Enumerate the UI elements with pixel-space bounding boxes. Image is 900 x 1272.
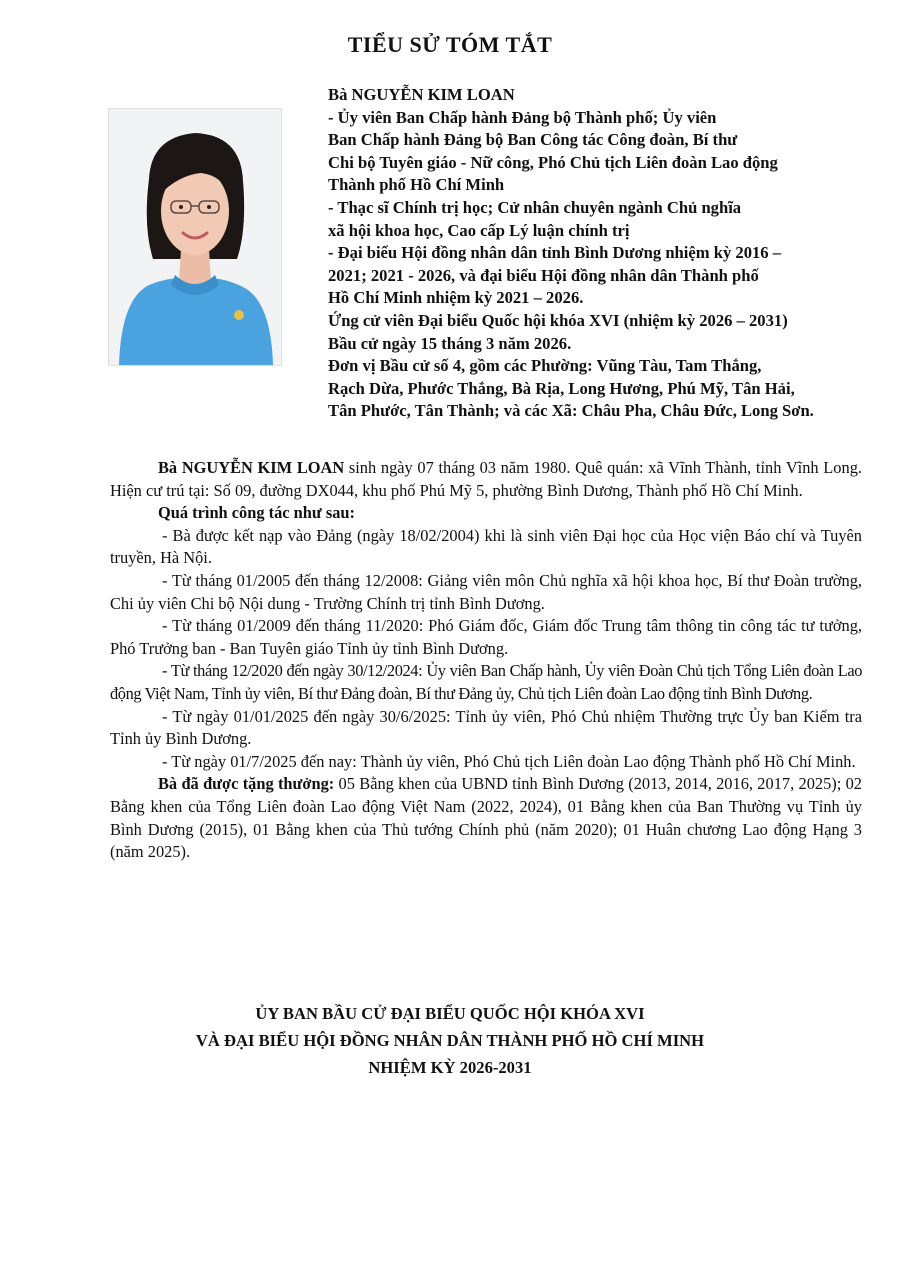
document-title: TIỂU SỬ TÓM TẮT bbox=[347, 32, 553, 57]
summary-line: - Ủy viên Ban Chấp hành Đảng bộ Thành phố; Ủy viên bbox=[328, 107, 717, 127]
portrait-photo bbox=[108, 108, 282, 366]
summary-block bbox=[328, 84, 858, 423]
work-item: - Từ ngày 01/01/2025 đến ngày 30/6/2025: Tỉnh ủy viên, Phó Chủ nhiệm Thường trực Ủy ban Kiểm tra Tỉnh ủy Bình Dương. bbox=[110, 706, 862, 749]
summary-line: Hồ Chí Minh nhiệm kỳ 2021 – 2026. bbox=[328, 288, 584, 308]
footer-line: ỦY BAN BẦU CỬ ĐẠI BIỂU QUỐC HỘI KHÓA XVI bbox=[255, 1004, 645, 1023]
intro-paragraph bbox=[110, 457, 862, 502]
biography-text bbox=[110, 457, 862, 864]
portrait-illustration bbox=[109, 109, 281, 365]
awards-heading: Bà đã được tặng thưởng: bbox=[158, 774, 335, 794]
summary-line: Ban Chấp hành Đảng bộ Ban Công tác Công đoàn, Bí thư bbox=[328, 130, 738, 150]
summary-line: Thành phố Hồ Chí Minh bbox=[328, 175, 505, 195]
awards-text: 05 Bằng khen của UBND tỉnh Bình Dương (2013, 2014, 2016, 2017, 2025); 02 Bằng khen của Tổng Liên đoàn Lao động Việt Nam (2022, 2024), 01 Bằng khen của Ban Thường vụ Tỉnh ủy Bình Dương (2015), 01 Bằng khen của Thủ tướng Chính phủ (năm 2020); 01 Huân chương Lao động Hạng 3 (năm 2025). bbox=[110, 774, 863, 862]
summary-line: Bầu cử ngày 15 tháng 3 năm 2026. bbox=[328, 333, 572, 353]
work-heading: Quá trình công tác như sau: bbox=[158, 503, 355, 523]
summary-line: - Thạc sĩ Chính trị học; Cử nhân chuyên ngành Chủ nghĩa bbox=[328, 197, 742, 217]
summary-line: Tân Phước, Tân Thành; và các Xã: Châu Pha, Châu Đức, Long Sơn. bbox=[328, 401, 814, 421]
summary-line: Đơn vị Bầu cử số 4, gồm các Phường: Vũng Tàu, Tam Thắng, bbox=[328, 356, 762, 376]
election-committee-footer bbox=[0, 1000, 900, 1081]
summary-line: xã hội khoa học, Cao cấp Lý luận chính trị bbox=[328, 220, 630, 240]
work-item: - Bà được kết nạp vào Đảng (ngày 18/02/2004) khi là sinh viên Đại học của Học viện Báo chí và Tuyên truyền, Hà Nội. bbox=[110, 525, 862, 568]
summary-line: - Đại biểu Hội đồng nhân dân tỉnh Bình Dương nhiệm kỳ 2016 – bbox=[328, 243, 782, 263]
work-item: - Từ ngày 01/7/2025 đến nay: Thành ủy viên, Phó Chủ tịch Liên đoàn Lao động Thành phố Hồ Chí Minh. bbox=[162, 751, 856, 771]
work-item: - Từ tháng 01/2009 đến tháng 11/2020: Phó Giám đốc, Giám đốc Trung tâm thông tin công tác tư tưởng, Phó Trưởng ban - Ban Tuyên giáo Tỉnh ủy tỉnh Bình Dương. bbox=[110, 616, 862, 658]
summary-line: Ứng cử viên Đại biểu Quốc hội khóa XVI (nhiệm kỳ 2026 – 2031) bbox=[328, 310, 788, 330]
work-item: - Từ tháng 12/2020 đến ngày 30/12/2024: Ủy viên Ban Chấp hành, Ủy viên Đoàn Chủ tịch Tổng Liên đoàn Lao động Việt Nam, Tỉnh ủy viên, Bí thư Đảng đoàn, Bí thư Đảng ủy, Chủ tịch Liên đoàn Lao động tỉnh Bình Dương. bbox=[110, 661, 862, 703]
summary-name: Bà NGUYỄN KIM LOAN bbox=[328, 85, 515, 104]
intro-text: sinh ngày 07 tháng 03 năm 1980. Quê quán: xã Vĩnh Thành, tỉnh Vĩnh Long. Hiện cư trú tại: Số 09, đường DX044, khu phố Phú Mỹ 5, phường Bình Dương, Thành phố Hồ Chí Minh. bbox=[110, 458, 862, 500]
work-item: - Từ tháng 01/2005 đến tháng 12/2008: Giảng viên môn Chủ nghĩa xã hội khoa học, Bí thư Đoàn trường, Chi ủy viên Chi bộ Nội dung - Trường Chính trị tỉnh Bình Dương. bbox=[110, 570, 862, 613]
awards-paragraph bbox=[110, 773, 862, 863]
summary-line: Rạch Dừa, Phước Thắng, Bà Rịa, Long Hương, Phú Mỹ, Tân Hải, bbox=[328, 378, 795, 398]
intro-name: Bà NGUYỄN KIM LOAN bbox=[158, 458, 345, 477]
summary-line: 2021; 2021 - 2026, và đại biểu Hội đồng nhân dân Thành phố bbox=[328, 265, 759, 285]
footer-line: NHIỆM KỲ 2026-2031 bbox=[368, 1058, 532, 1077]
footer-line: VÀ ĐẠI BIỂU HỘI ĐỒNG NHÂN DÂN THÀNH PHỐ HỒ CHÍ MINH bbox=[195, 1031, 705, 1050]
summary-line: Chi bộ Tuyên giáo - Nữ công, Phó Chủ tịch Liên đoàn Lao động bbox=[328, 152, 778, 172]
